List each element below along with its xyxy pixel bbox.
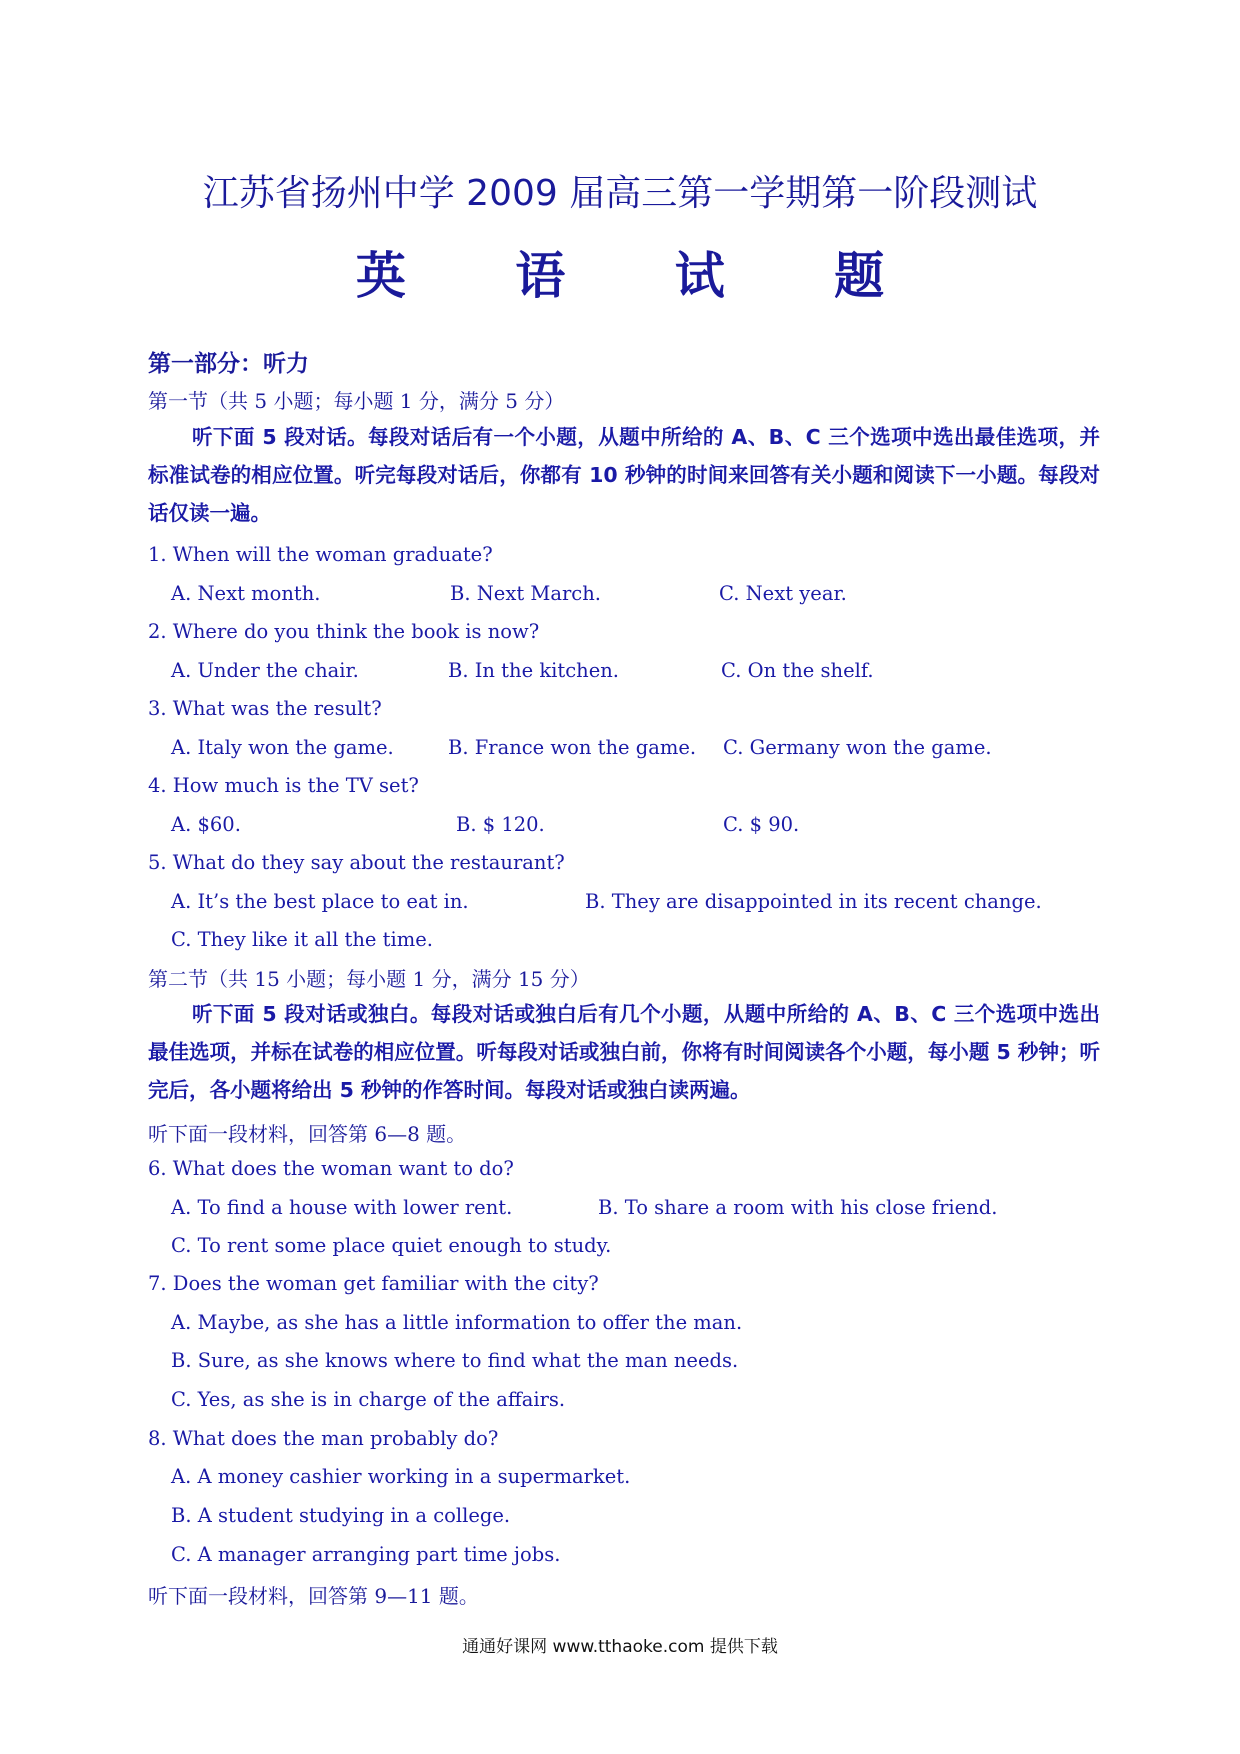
q7-option-a: A. Maybe, as she has a little information to offer the man. xyxy=(171,1311,743,1334)
section1-instructions: 听下面 5 段对话。每段对话后有一个小题，从题中所给的 A、B、C 三个选项中选出最佳选项，并标准试卷的相应位置。听完每段对话后，你都有 10 秒钟的时间来回答有关小题和阅读下一小题。每段对话仅读一遍。 xyxy=(148,425,1100,525)
q1-option-b: B. Next March. xyxy=(450,582,601,605)
q4-option-c: C. $ 90. xyxy=(723,813,800,836)
part1-heading: 第一部分：听力 xyxy=(148,351,309,377)
section1-heading: 第一节（共 5 小题；每小题 1 分，满分 5 分） xyxy=(148,389,565,413)
page-footer: 通通好课网 www.tthaoke.com 提供下载 xyxy=(462,1637,778,1657)
q8-option-b: B. A student studying in a college. xyxy=(171,1504,511,1527)
question-5: 5. What do they say about the restaurant? xyxy=(148,851,565,874)
q6-option-b: B. To share a room with his close friend. xyxy=(598,1196,998,1219)
q6-option-c: C. To rent some place quiet enough to study. xyxy=(171,1234,612,1257)
q6-option-a: A. To find a house with lower rent. xyxy=(171,1196,513,1219)
subject-title: 英 语 试 题 xyxy=(355,247,931,305)
exam-title: 江苏省扬州中学 2009 届高三第一学期第一阶段测试 xyxy=(202,173,1038,214)
q8-option-c: C. A manager arranging part time jobs. xyxy=(171,1543,561,1566)
question-7: 7. Does the woman get familiar with the city? xyxy=(148,1272,599,1295)
q7-option-c: C. Yes, as she is in charge of the affairs. xyxy=(171,1388,566,1411)
q3-option-b: B. France won the game. xyxy=(448,736,697,759)
q5-option-a: A. It’s the best place to eat in. xyxy=(171,890,469,913)
q7-option-b: B. Sure, as she knows where to find what the man needs. xyxy=(171,1349,739,1372)
q2-option-c: C. On the shelf. xyxy=(721,659,874,682)
section2-instructions: 听下面 5 段对话或独白。每段对话或独白后有几个小题，从题中所给的 A、B、C 三个选项中选出最佳选项，并标在试卷的相应位置。听每段对话或独白前，你将有时间阅读各个小题，每小题 5 秒钟；听完后，各小题将给出 5 秒钟的作答时间。每段对话或独白读两遍。 xyxy=(148,1002,1100,1102)
q3-option-c: C. Germany won the game. xyxy=(723,736,992,759)
q3-option-a: A. Italy won the game. xyxy=(171,736,394,759)
q5-option-c: C. They like it all the time. xyxy=(171,928,433,951)
question-2: 2. Where do you think the book is now? xyxy=(148,620,540,643)
q8-option-a: A. A money cashier working in a supermarket. xyxy=(171,1465,631,1488)
q5-option-b: B. They are disappointed in its recent change. xyxy=(585,890,1042,913)
q1-option-a: A. Next month. xyxy=(171,582,321,605)
q4-option-a: A. $60. xyxy=(171,813,241,836)
q2-option-a: A. Under the chair. xyxy=(171,659,359,682)
question-3: 3. What was the result? xyxy=(148,697,382,720)
q2-option-b: B. In the kitchen. xyxy=(448,659,619,682)
question-6: 6. What does the woman want to do? xyxy=(148,1157,514,1180)
q4-option-b: B. $ 120. xyxy=(456,813,545,836)
question-1: 1. When will the woman graduate? xyxy=(148,543,493,566)
section2-heading: 第二节（共 15 小题；每小题 1 分，满分 15 分） xyxy=(148,967,590,991)
material-9-11: 听下面一段材料，回答第 9—11 题。 xyxy=(148,1584,479,1608)
q1-option-c: C. Next year. xyxy=(719,582,847,605)
material-6-8: 听下面一段材料，回答第 6—8 题。 xyxy=(148,1122,467,1146)
question-8: 8. What does the man probably do? xyxy=(148,1427,499,1450)
question-4: 4. How much is the TV set? xyxy=(148,774,419,797)
